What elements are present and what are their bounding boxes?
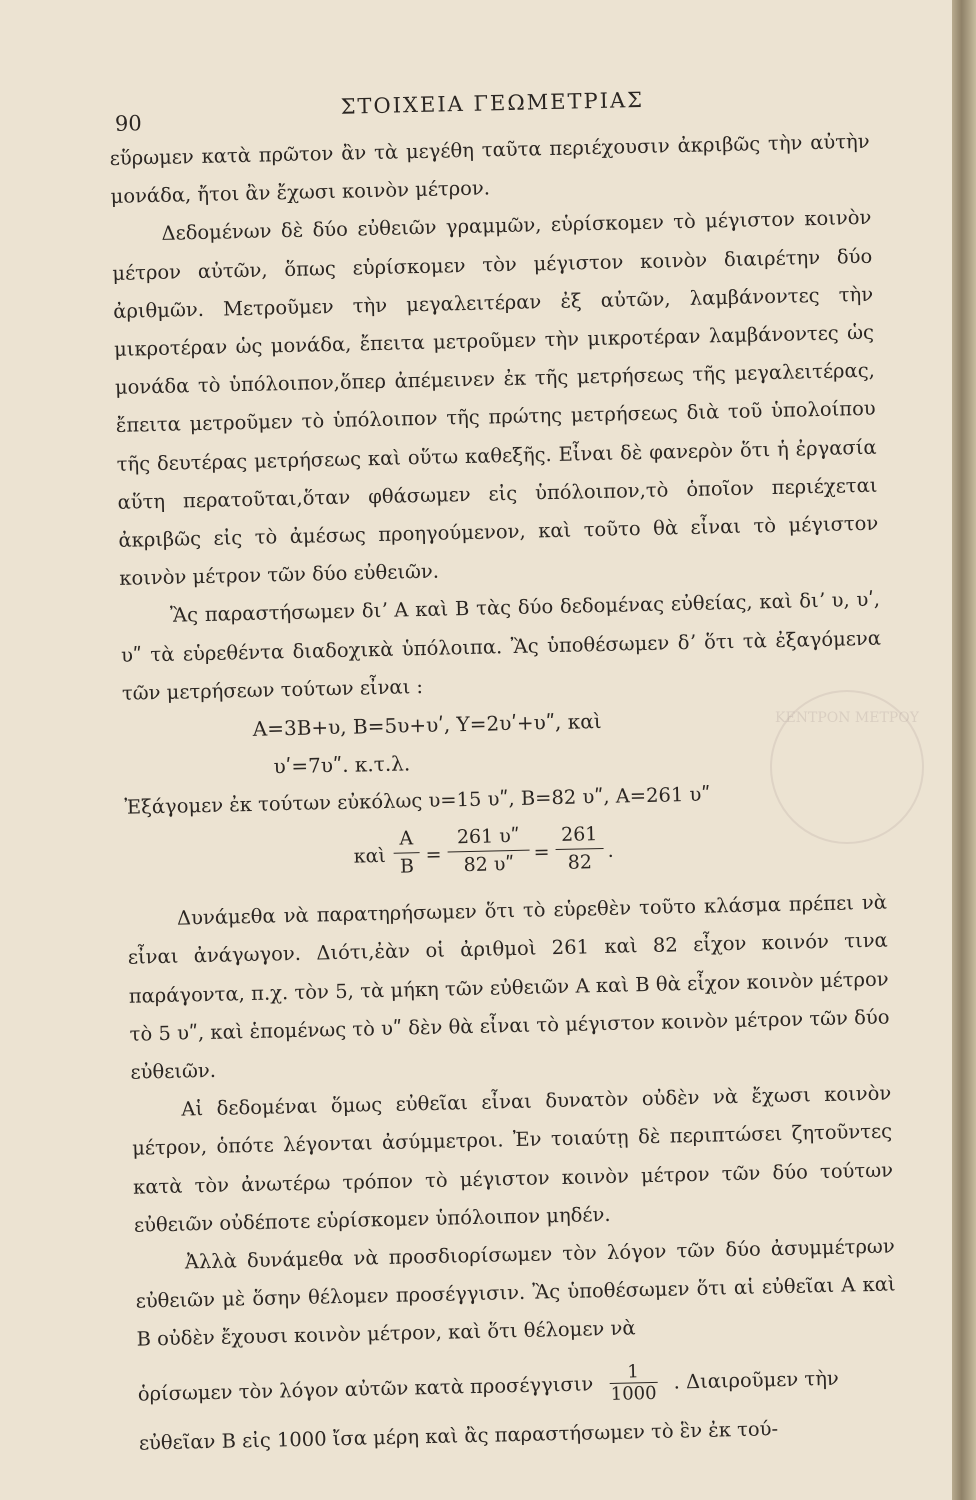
paragraph-3: Ἂς παραστήσωμεν διʼ Α καὶ Β τὰς δύο δεδομένας εὐθείας, καὶ διʼ υ, υʹ, υʺ τὰ εὑρεθέντα διαδοχικὰ ὑπόλοιπα. Ἂς ὑποθέσωμεν δʼ ὅτι τὰ ἐξαγόμενα τῶν μετρήσεων τούτων εἶναι : [120, 588, 882, 705]
fraction-261u-over-82u [447, 824, 530, 879]
fraction-261u-num: 261 υʺ [456, 825, 520, 849]
paragraph-4: Δυνάμεθα νὰ παρατηρήσωμεν ὅτι τὸ εὑρεθὲν τοῦτο κλάσμα πρέπει νὰ εἶναι ἀνάγωγον. Διότι,ἐὰν οἱ ἀριθμοὶ 261 καὶ 82 εἶχον κοινόν τινα παράγοντα, π.χ. τὸν 5, τὰ μήκη τῶν εὐθειῶν Α καὶ Β θὰ εἶχον κοινὸν μέτρον τὸ 5 υʺ, καὶ ἑπομένως τὸ υʺ δὲν θὰ εἶναι τὸ μέγιστον κοινὸν μέτρον τῶν δύο εὐθειῶν. [127, 890, 890, 1084]
fraction-82u-den: 82 υʺ [463, 853, 515, 877]
paragraph-2: Δεδομένων δὲ δύο εὐθειῶν γραμμῶν, εὑρίσκομεν τὸ μέγιστον κοινὸν μέτρον αὐτῶν, ὅπως εὑρίσκομεν τὸν μέγιστον κοινὸν διαιρέτην δύο ἀριθμῶν. Μετροῦμεν τὴν μεγαλειτέραν ἐξ αὐτῶν, λαμβάνοντες τὴν μικροτέραν ὡς μονάδα, ἔπειτα μετροῦμεν τὴν μικροτέραν λαμβάνοντες ὡς μονάδα τὸ ὑπόλοιπον,ὅπερ ἀπέμεινεν ἐκ τῆς μετρήσεως τῆς μεγαλειτέρας, ἔπειτα μετροῦμεν τὸ ὑπόλοιπον τῆς πρώτης μετρήσεως διὰ τοῦ ὑπολοίπου τῆς δευτέρας μετρήσεως καὶ οὕτω καθεξῆς. Εἶναι δὲ φανερὸν ὅτι ἡ ἐργασία αὕτη περατοῦται,ὅταν φθάσωμεν εἰς ὑπόλοιπον,τὸ ὁποῖον περιέχεται ἀκριβῶς εἰς τὸ ἀμέσως προηγούμενον, καὶ τοῦτο θὰ εἶναι τὸ μέγιστον κοινὸν μέτρον τῶν δύο εὐθειῶν. [112, 206, 879, 591]
running-title: ΣΤΟΙΧΕΙΑ ΓΕΩΜΕΤΡΙΑΣ [340, 87, 645, 119]
last-line: εὐθεῖαν Β εἰς 1000 ἴσα μέρη καὶ ἂς παραστήσωμεν τὸ ἓν ἐκ τού- [138, 1416, 779, 1455]
formula-line-1: Α=3Β+υ, Β=5υ+υʹ, Υ=2υʹ+υʺ, καὶ [252, 709, 602, 741]
divide-text: . Διαιροῦμεν τὴν [673, 1366, 839, 1394]
fraction-kai: καὶ [353, 845, 387, 868]
body-text [109, 123, 899, 1463]
equals-sign-1: = [425, 843, 442, 867]
fraction-261-over-82 [555, 822, 604, 876]
paragraph-result: Ἐξάγομεν ἐκ τούτων εὐκόλως υ=15 υʺ, Β=82 υʺ, Α=261 υʺ [124, 782, 711, 819]
paragraph-5: Αἱ δεδομέναι ὅμως εὐθεῖαι εἶναι δυνατὸν οὐδὲν νὰ ἔχωσι κοινὸν μέτρον, ὁπότε λέγονται ἀσύμμετροι. Ἐν τοιαύτῃ δὲ περιπτώσει ζητοῦντες κατὰ τὸν ἀνωτέρω τρόπον τὸ μέγιστον κοινὸν μέτρον τῶν δύο τούτων εὐθειῶν οὐδέποτε εὑρίσκομεν ὑπόλοιπον μηδέν. [131, 1081, 894, 1237]
paragraph-6-continued [137, 1356, 898, 1416]
page-number: 90 [114, 111, 142, 136]
fraction-a-num: Α [399, 827, 414, 850]
stamp-text: ΚΕΝΤΡΟΝ ΜΕΤΡΟΥ [775, 710, 919, 726]
paragraph-1: εὕρωμεν κατὰ πρῶτον ἂν τὰ μεγέθη ταῦτα περιέχουσιν ἀκριβῶς τὴν αὐτὴν μονάδα, ἤτοι ἂν ἔχωσι κοινὸν μέτρον. [109, 129, 870, 209]
equals-sign-2: = [533, 841, 550, 864]
fraction-1-over-1000 [609, 1362, 658, 1406]
fraction-1000-den: 1000 [610, 1382, 657, 1405]
fraction-a-den: Β [399, 855, 415, 878]
fraction-261-num: 261 [560, 823, 598, 847]
fraction-period: . [607, 839, 614, 863]
formula-line-2: υʹ=7υʺ. κ.τ.λ. [273, 751, 411, 779]
approximation-text: ὁρίσωμεν τὸν λόγον αὐτῶν κατὰ προσέγγισιν [137, 1372, 594, 1406]
fraction-1000-num: 1 [627, 1360, 640, 1383]
paragraph-6: Ἀλλὰ δυνάμεθα νὰ προσδιορίσωμεν τὸν λόγον τῶν δύο ἀσυμμέτρων εὐθειῶν μὲ ὅσην θέλομεν προσέγγισιν. Ἂς ὑποθέσωμεν ὅτι αἱ εὐθεῖαι Α καὶ Β οὐδὲν ἔχουσι κοινὸν μέτρον, καὶ ὅτι θέλομεν νὰ [135, 1234, 896, 1352]
page-content [108, 63, 899, 1463]
page-edge [952, 0, 976, 1500]
fraction-a-over-b [393, 826, 420, 880]
fraction-82-den: 82 [567, 851, 593, 875]
